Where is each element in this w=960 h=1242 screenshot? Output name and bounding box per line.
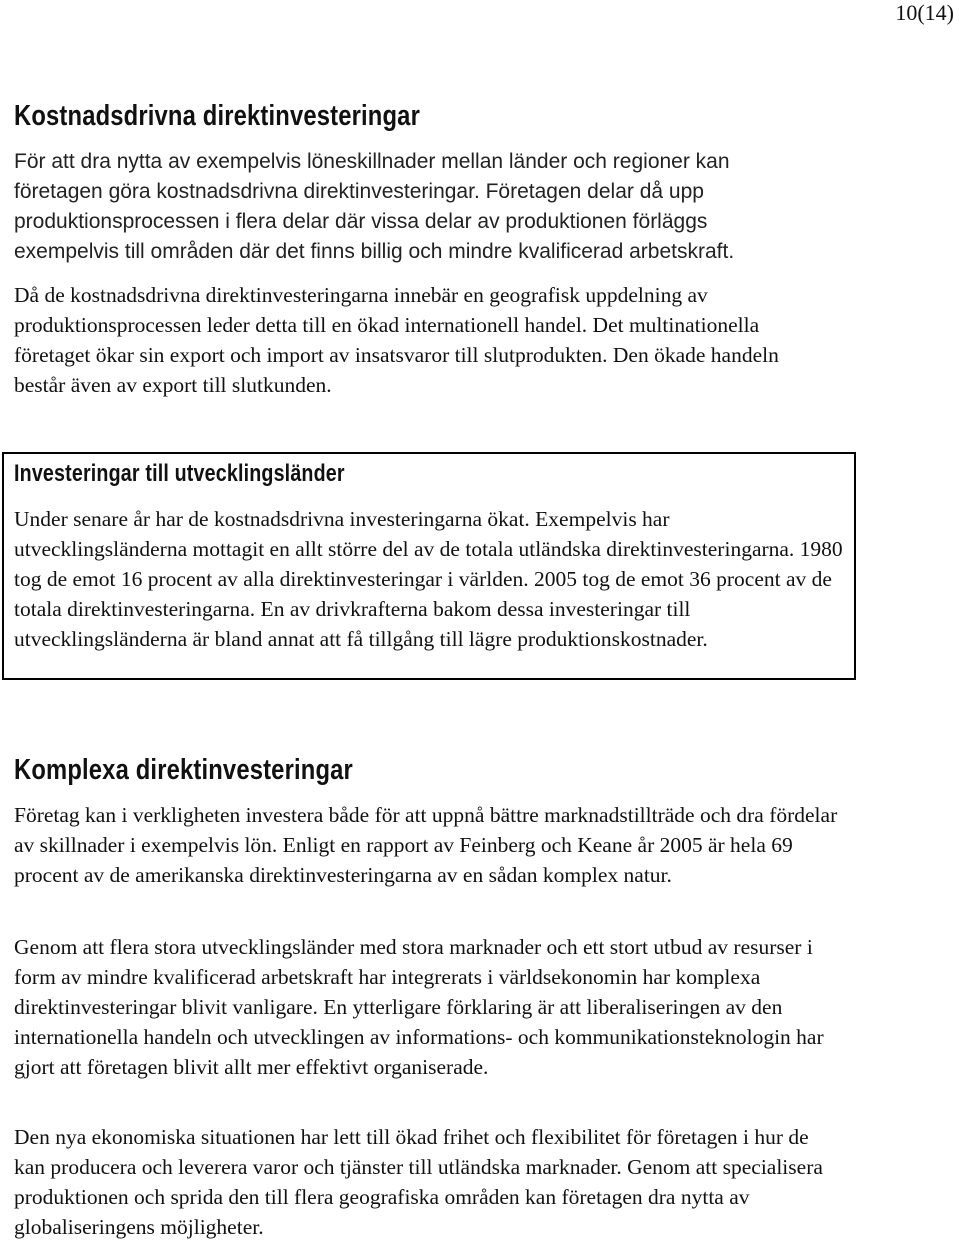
paragraph-kostnadsdrivna-1: För att dra nytta av exempelvis löneskillnader mellan länder och regioner kan företagen göra kostnadsdrivna direktinvesteringar. Företagen delar då upp produktionsprocessen i flera delar där vissa delar av produktionen förläggs exempelvis till områden där det finns billig och mindre kvalificerad arbetskraft.	[14, 150, 735, 263]
paragraph-kostnadsdrivna-2: Då de kostnadsdrivna direktinvesteringarna innebär en geografisk uppdelning av produktionsprocessen leder detta till en ökad internationell handel. Det multinationella företaget ökar sin export och import av insatsvaror till slutprodukten. Den ökade handeln består även av export till slutkunden.	[14, 283, 779, 397]
section-heading-komplexa: Komplexa direktinvesteringar	[14, 754, 353, 786]
section-heading-kostnadsdrivna: Kostnadsdrivna direktinvesteringar	[14, 100, 421, 132]
box-paragraph: Under senare år har de kostnadsdrivna investeringarna ökat. Exempelvis har utvecklingsländerna mottagit en allt större del av de totala utländska direktinvesteringarna. 1980 tog de emot 16 procent av alla direktinvesteringar i världen. 2005 tog de emot 36 procent av de totala direktinvesteringarna. En av drivkrafterna bakom dessa investeringar till utvecklingsländerna är bland annat att få tillgång till lägre produktionskostnader.	[14, 507, 843, 651]
box-heading: Investeringar till utvecklingsländer	[14, 460, 345, 487]
paragraph-komplexa-1: Företag kan i verkligheten investera både för att uppnå bättre marknadstillträde och dra fördelar av skillnader i exempelvis lön. Enligt en rapport av Feinberg och Keane år 2005 är hela 69 procent av de amerikanska direktinvesteringarna av en sådan komplex natur.	[14, 803, 838, 887]
page-number: 10(14)	[895, 0, 954, 25]
info-box-utvecklingslander	[2, 452, 856, 680]
paragraph-komplexa-3: Den nya ekonomiska situationen har lett till ökad frihet och flexibilitet för företagen i hur de kan producera och leverera varor och tjänster till utländska marknader. Genom att specialisera produktionen och sprida den till flera geografiska områden kan företagen dra nytta av globaliseringens möjligheter.	[14, 1125, 823, 1239]
paragraph-komplexa-2: Genom att flera stora utvecklingsländer med stora marknader och ett stort utbud av resurser i form av mindre kvalificerad arbetskraft har integrerats i världsekonomin har komplexa direktinvesteringar blivit vanligare. En ytterligare förklaring är att liberaliseringen av den internationella handeln och utvecklingen av informations- och kommunikationsteknologin har gjort att företagen blivit allt mer effektivt organiserade.	[14, 935, 824, 1079]
